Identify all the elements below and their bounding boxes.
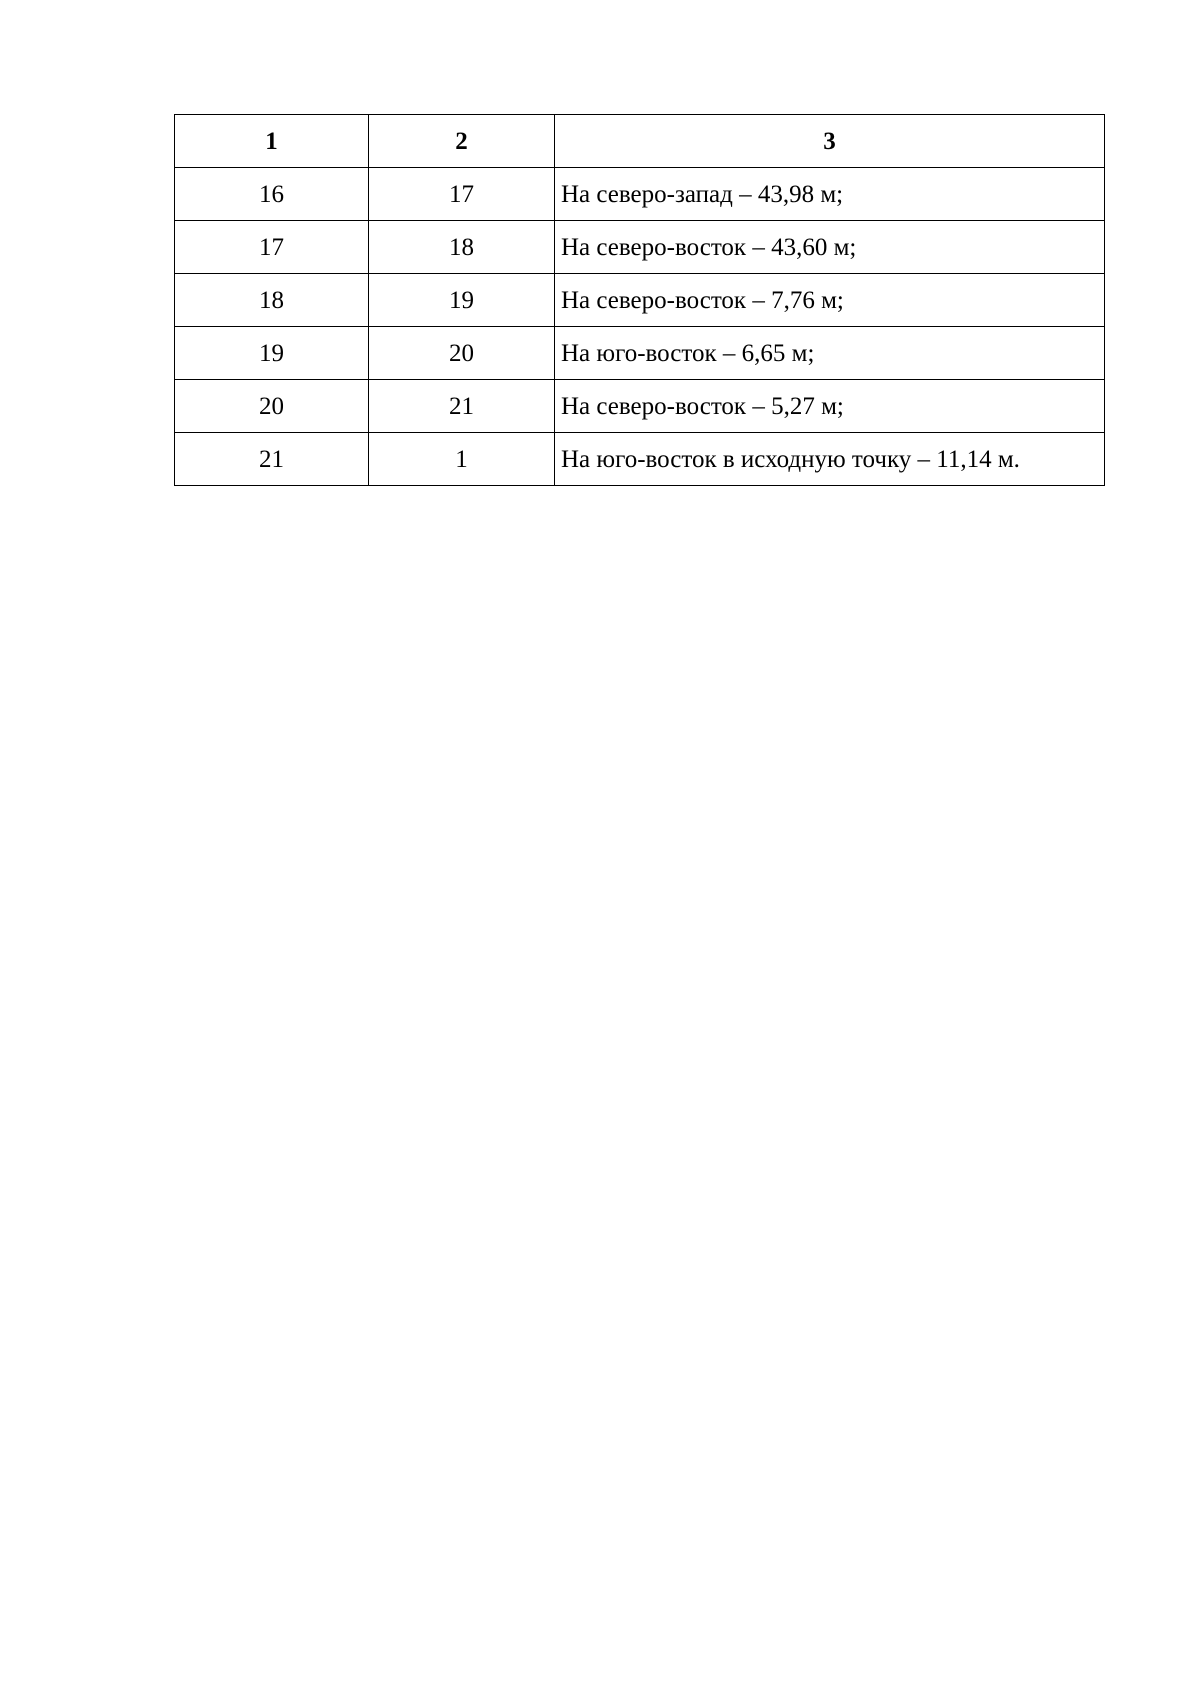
cell-description: На северо-восток – 7,76 м; xyxy=(555,274,1105,327)
cell-description: На северо-запад – 43,98 м; xyxy=(555,168,1105,221)
header-col-1: 1 xyxy=(175,115,369,168)
cell-to: 18 xyxy=(369,221,555,274)
cell-to: 20 xyxy=(369,327,555,380)
cell-to: 1 xyxy=(369,433,555,486)
cell-description: На северо-восток – 5,27 м; xyxy=(555,380,1105,433)
table-row xyxy=(175,274,1105,327)
table-row xyxy=(175,380,1105,433)
cell-to: 21 xyxy=(369,380,555,433)
cell-to: 17 xyxy=(369,168,555,221)
cell-from: 18 xyxy=(175,274,369,327)
table-row xyxy=(175,327,1105,380)
table-body xyxy=(175,168,1105,486)
cell-from: 21 xyxy=(175,433,369,486)
cell-from: 19 xyxy=(175,327,369,380)
table-row xyxy=(175,433,1105,486)
cell-from: 20 xyxy=(175,380,369,433)
header-col-3: 3 xyxy=(555,115,1105,168)
cell-description: На юго-восток – 6,65 м; xyxy=(555,327,1105,380)
cell-from: 17 xyxy=(175,221,369,274)
table-row xyxy=(175,168,1105,221)
cell-to: 19 xyxy=(369,274,555,327)
cell-description: На северо-восток – 43,60 м; xyxy=(555,221,1105,274)
header-col-2: 2 xyxy=(369,115,555,168)
table-header xyxy=(175,115,1105,168)
boundary-table xyxy=(174,114,1105,486)
cell-description: На юго-восток в исходную точку – 11,14 м. xyxy=(555,433,1105,486)
table-row xyxy=(175,221,1105,274)
cell-from: 16 xyxy=(175,168,369,221)
header-row xyxy=(175,115,1105,168)
